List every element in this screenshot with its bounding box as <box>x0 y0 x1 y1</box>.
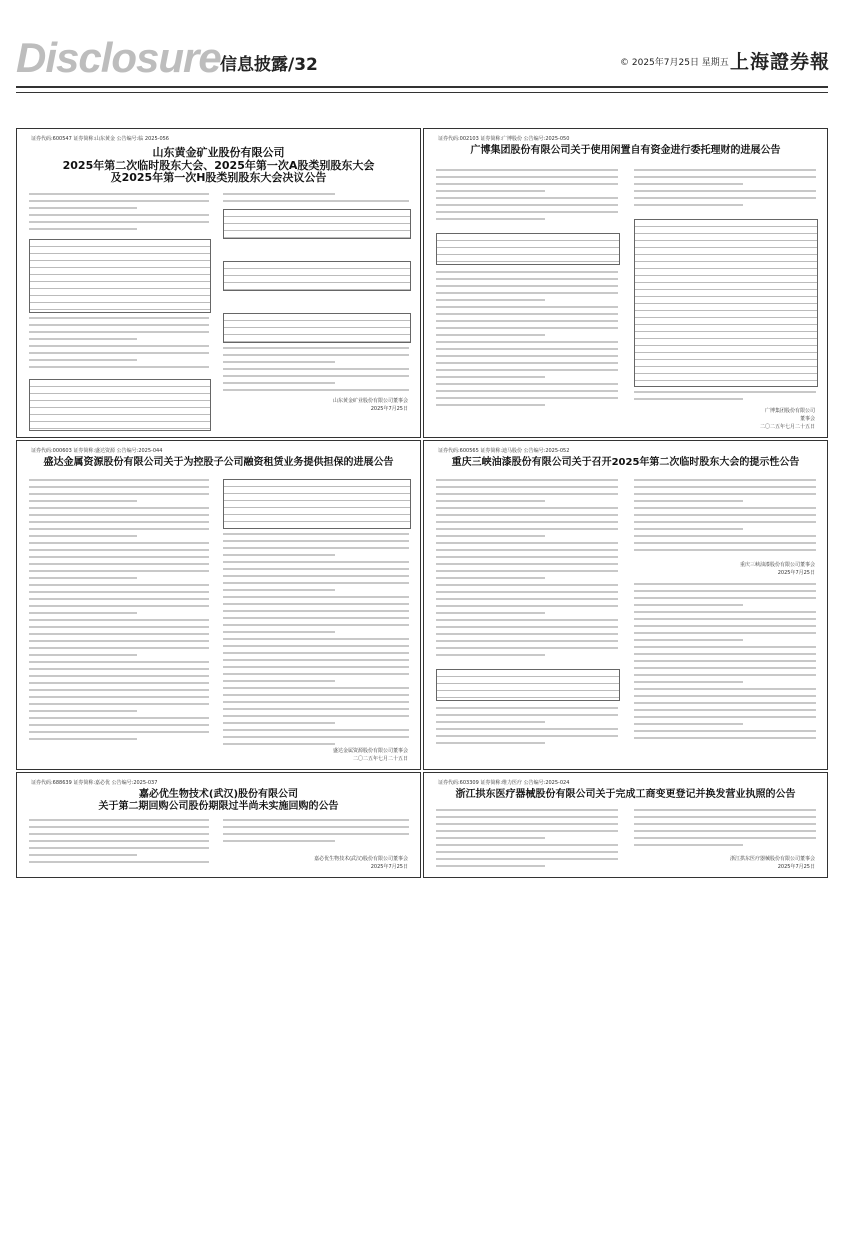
notice-table <box>29 379 211 431</box>
notice-date: 2025年7月25日 <box>777 864 815 870</box>
newspaper-name: 上海證券報 <box>730 51 831 73</box>
notice-meta: 证券代码:603309 证券简称:维力医疗 公告编号:2025-024 <box>438 780 570 786</box>
notice-meta: 证券代码:600565 证券简称:迪马股份 公告编号:2025-052 <box>438 448 570 454</box>
notice-signature: 山东黄金矿业股份有限公司董事会 <box>332 398 408 404</box>
notice-body-right <box>223 533 409 750</box>
notice-shengda <box>16 440 421 770</box>
masthead <box>0 0 843 96</box>
header-rule-thin <box>16 92 828 93</box>
title-line: 及2025年第一次H股类别股东大会决议公告 <box>110 171 327 185</box>
notice-signature: 浙江拱东医疗器械股份有限公司董事会 <box>729 856 815 862</box>
notice-cabio <box>16 772 421 878</box>
issue-date: © 2025年7月25日 星期五 <box>620 58 729 68</box>
notice-signature: 嘉必优生物技术(武汉)股份有限公司董事会 <box>314 856 408 862</box>
notice-gongdong <box>423 772 828 878</box>
notice-body-left <box>436 479 618 661</box>
notice-table <box>634 219 818 387</box>
notice-guangbo <box>423 128 828 438</box>
title-line: 浙江拱东医疗器械股份有限公司关于完成工商变更登记并换发营业执照的公告 <box>455 789 796 800</box>
notice-sanxia-paint <box>423 440 828 770</box>
title-line: 嘉必优生物技术(武汉)股份有限公司 <box>138 789 299 800</box>
notice-signature: 盛达金属资源股份有限公司董事会 <box>332 748 408 754</box>
section-title: 信息披露/32 <box>220 55 318 75</box>
notice-date: 二〇二五年七月二十五日 <box>352 756 408 762</box>
notice-shandong-gold <box>16 128 421 438</box>
notice-table <box>436 233 620 265</box>
notice-body-left-2 <box>436 271 618 411</box>
notice-table <box>223 313 411 343</box>
notice-title <box>424 145 827 157</box>
notice-date-cn: 二〇二五年七月二十五日 <box>759 424 815 430</box>
notice-body-left-2 <box>29 317 209 373</box>
notice-title <box>17 147 420 185</box>
notice-body-right <box>223 819 409 847</box>
notice-table <box>223 261 411 291</box>
notice-meta: 证券代码:688639 证券简称:嘉必优 公告编号:2025-037 <box>31 780 158 786</box>
notice-table <box>223 209 411 239</box>
title-line: 广博集团股份有限公司关于使用闲置自有资金进行委托理财的进展公告 <box>470 145 781 156</box>
notice-table <box>223 479 411 529</box>
notice-body-right <box>634 809 816 851</box>
notice-signature: 重庆三峡油漆股份有限公司董事会 <box>739 562 815 568</box>
notice-body-right <box>223 193 409 207</box>
notice-body-left <box>29 479 209 745</box>
notice-table <box>436 669 620 701</box>
notice-body-left-2 <box>436 707 618 749</box>
notice-date: 2025年7月25日 <box>370 406 408 412</box>
notice-title <box>17 789 420 812</box>
title-line: 关于第二期回购公司股份期限过半尚未实施回购的公告 <box>98 800 339 812</box>
notice-title <box>424 789 827 801</box>
notice-meta: 证券代码:002103 证券简称:广博股份 公告编号:2025-050 <box>438 136 570 142</box>
notice-body-left <box>29 193 209 235</box>
notice-body-left <box>29 819 209 868</box>
title-line: 山东黄金矿业股份有限公司 <box>152 146 285 159</box>
title-line: 盛达金属资源股份有限公司关于为控股子公司融资租赁业务提供担保的进展公告 <box>43 457 394 468</box>
notice-body-right <box>634 479 816 556</box>
notice-title <box>424 457 827 469</box>
brand-logo: Disclosure <box>16 34 221 81</box>
notice-meta: 证券代码:600547 证券简称:山东黄金 公告编号:临 2025-056 <box>31 136 169 142</box>
notice-body-right-2 <box>634 583 816 744</box>
notice-signature: 广博集团股份有限公司 <box>764 408 815 414</box>
notice-body-left <box>436 169 618 225</box>
notice-body-right-2 <box>634 391 816 405</box>
notice-body-right <box>634 169 816 211</box>
notice-body-right-2 <box>223 347 409 396</box>
header-rule <box>16 86 828 88</box>
notice-date: 董事会 <box>799 416 815 422</box>
notice-date: 2025年7月25日 <box>370 864 408 870</box>
notice-body-left <box>436 809 618 872</box>
notice-table <box>29 239 211 313</box>
notice-date: 2025年7月25日 <box>777 570 815 576</box>
title-line: 重庆三峡油漆股份有限公司关于召开2025年第二次临时股东大会的提示性公告 <box>451 457 800 468</box>
notice-meta: 证券代码:000603 证券简称:盛达资源 公告编号:2025-044 <box>31 448 163 454</box>
title-line: 2025年第二次临时股东大会、2025年第一次A股类别股东大会 <box>62 158 375 172</box>
notice-title <box>17 457 420 469</box>
